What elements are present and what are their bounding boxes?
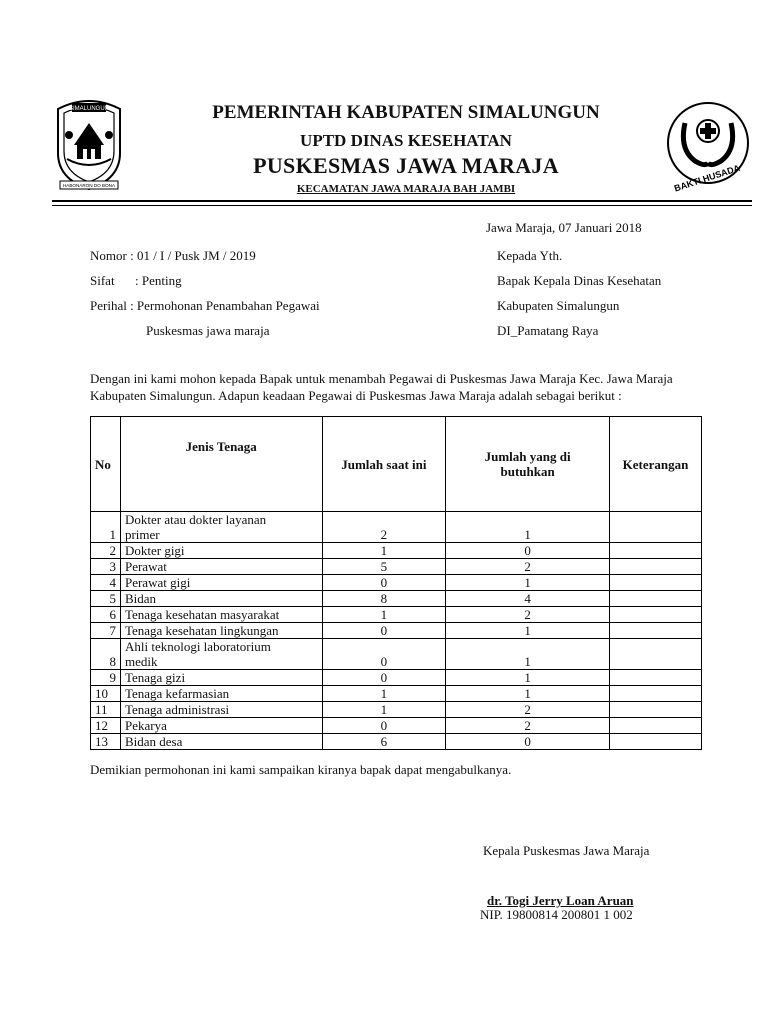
- cell-jumlah-butuh: 1: [446, 639, 610, 670]
- closing-text: Demikian permohonan ini kami sampaikan kiranya bapak dapat mengabulkanya.: [90, 762, 512, 777]
- cell-no: 10: [91, 686, 121, 702]
- cell-no: 2: [91, 543, 121, 559]
- cell-jenis: [120, 559, 322, 575]
- jenis-line-1: Tenaga kesehatan masyarakat: [124, 607, 280, 622]
- cell-no: 7: [91, 623, 121, 639]
- cell-jumlah-butuh: 0: [446, 734, 610, 750]
- header-jenis: Jenis Tenaga: [120, 417, 322, 512]
- jenis-line-1: Tenaga gizi: [124, 670, 186, 685]
- signatory-nip: NIP. 19800814 200801 1 002: [480, 907, 633, 922]
- cell-no: 9: [91, 670, 121, 686]
- nomor-line: Nomor : 01 / I / Pusk JM / 2019: [90, 248, 256, 263]
- table-row: [91, 591, 702, 607]
- table-row: [91, 575, 702, 591]
- letterhead-line-3: PUSKESMAS JAWA MARAJA: [253, 153, 559, 178]
- table-row: [91, 686, 702, 702]
- cell-jumlah-saat: 0: [322, 639, 446, 670]
- cell-keterangan: [610, 718, 702, 734]
- cell-jumlah-saat: 2: [322, 512, 446, 543]
- cell-jumlah-butuh: 2: [446, 559, 610, 575]
- sifat-value: : Penting: [135, 273, 182, 288]
- table-row: [91, 559, 702, 575]
- jenis-line-2: medik: [124, 654, 158, 669]
- cell-no: 12: [91, 718, 121, 734]
- cell-no: 3: [91, 559, 121, 575]
- cell-jumlah-butuh: 2: [446, 607, 610, 623]
- cell-jenis: [120, 543, 322, 559]
- cell-jumlah-butuh: 1: [446, 670, 610, 686]
- jenis-line-1: Tenaga administrasi: [124, 702, 230, 717]
- cell-keterangan: [610, 591, 702, 607]
- cell-no: 5: [91, 591, 121, 607]
- header-jumlah-saat: Jumlah saat ini: [322, 417, 446, 512]
- jenis-line-1: Pekarya: [124, 718, 167, 733]
- cell-no: 4: [91, 575, 121, 591]
- cell-jumlah-saat: 8: [322, 591, 446, 607]
- cell-jumlah-butuh: 1: [446, 512, 610, 543]
- cell-jumlah-butuh: 0: [446, 543, 610, 559]
- cell-jenis: [120, 575, 322, 591]
- jenis-line-1: Ahli teknologi laboratorium: [124, 639, 271, 654]
- jenis-line-1: Dokter atau dokter layanan: [124, 512, 267, 527]
- staff-table: [90, 416, 702, 750]
- cell-jumlah-saat: 0: [322, 718, 446, 734]
- cell-jumlah-saat: 1: [322, 686, 446, 702]
- cell-jumlah-saat: 1: [322, 543, 446, 559]
- table-row: [91, 702, 702, 718]
- letterhead-line-1: PEMERINTAH KABUPATEN SIMALUNGUN: [212, 102, 600, 123]
- signatory-name: dr. Togi Jerry Loan Aruan: [487, 893, 634, 908]
- cell-jumlah-butuh: 2: [446, 718, 610, 734]
- table-row: [91, 512, 702, 543]
- table-row: [91, 543, 702, 559]
- signatory-title: Kepala Puskesmas Jawa Maraja: [483, 843, 650, 858]
- logo-caption-text: BAKTI HUSADA: [672, 162, 742, 193]
- jenis-line-1: Tenaga kefarmasian: [124, 686, 230, 701]
- cell-jumlah-saat: 0: [322, 575, 446, 591]
- cell-no: 8: [91, 639, 121, 670]
- cell-keterangan: [610, 702, 702, 718]
- cell-no: 13: [91, 734, 121, 750]
- jenis-line-2: primer: [124, 527, 160, 542]
- cell-keterangan: [610, 734, 702, 750]
- table-row: [91, 670, 702, 686]
- cell-jumlah-saat: 0: [322, 670, 446, 686]
- perihal-continued: Puskesmas jawa maraja: [146, 323, 270, 338]
- header-rule-thin: [52, 205, 752, 206]
- cell-jenis: [120, 686, 322, 702]
- cell-keterangan: [610, 543, 702, 559]
- cell-jenis: [120, 512, 322, 543]
- cell-jumlah-butuh: 1: [446, 623, 610, 639]
- cell-jumlah-butuh: 1: [446, 686, 610, 702]
- cell-jenis: [120, 734, 322, 750]
- cell-keterangan: [610, 639, 702, 670]
- table-row: [91, 623, 702, 639]
- header-rule-thick: [52, 200, 752, 202]
- jenis-line-1: Dokter gigi: [124, 543, 185, 558]
- recipient-line-3: Kabupaten Simalungun: [497, 298, 620, 313]
- cell-jenis: [120, 670, 322, 686]
- intro-line-2: Kabupaten Simalungun. Adapun keadaan Pegawai di Puskesmas Jawa Maraja adalah sebagai berikut :: [90, 388, 622, 403]
- recipient-line-1: Kepada Yth.: [497, 248, 563, 263]
- cell-keterangan: [610, 575, 702, 591]
- cell-jumlah-butuh: 2: [446, 702, 610, 718]
- header-keterangan: Keterangan: [610, 417, 702, 512]
- sifat-label: Sifat: [90, 273, 115, 288]
- emblem-motto-text: HABONARON DO BONA: [62, 183, 116, 188]
- cell-keterangan: [610, 686, 702, 702]
- cell-keterangan: [610, 607, 702, 623]
- jenis-line-1: Perawat gigi: [124, 575, 191, 590]
- recipient-line-4: DI_Pamatang Raya: [497, 323, 599, 338]
- cell-jenis: [120, 623, 322, 639]
- cell-jenis: [120, 639, 322, 670]
- cell-jumlah-saat: 6: [322, 734, 446, 750]
- cell-jumlah-butuh: 1: [446, 575, 610, 591]
- place-date: Jawa Maraja, 07 Januari 2018: [486, 220, 642, 235]
- header-jumlah-butuh: Jumlah yang di butuhkan: [446, 417, 610, 512]
- cell-jumlah-butuh: 4: [446, 591, 610, 607]
- cell-jenis: [120, 702, 322, 718]
- cell-jumlah-saat: 0: [322, 623, 446, 639]
- jenis-line-1: Bidan desa: [124, 734, 183, 749]
- table-row: [91, 607, 702, 623]
- emblem-top-text: SIMALUNGUN: [68, 106, 110, 112]
- table-row: [91, 639, 702, 670]
- cell-keterangan: [610, 559, 702, 575]
- header-no: No: [91, 417, 121, 512]
- cell-jenis: [120, 607, 322, 623]
- intro-line-1: Dengan ini kami mohon kepada Bapak untuk menambah Pegawai di Puskesmas Jawa Maraja Kec. Jawa Maraja: [90, 371, 673, 386]
- table-header-row: [91, 417, 702, 512]
- perihal-line: Perihal : Permohonan Penambahan Pegawai: [90, 298, 320, 313]
- jenis-line-1: Perawat: [124, 559, 167, 574]
- table-row: [91, 734, 702, 750]
- cell-jumlah-saat: 1: [322, 702, 446, 718]
- cell-no: 1: [91, 512, 121, 543]
- cell-keterangan: [610, 670, 702, 686]
- letterhead-line-2: UPTD DINAS KESEHATAN: [300, 131, 512, 150]
- cell-keterangan: [610, 512, 702, 543]
- cell-no: 6: [91, 607, 121, 623]
- cell-jenis: [120, 591, 322, 607]
- recipient-line-2: Bapak Kepala Dinas Kesehatan: [497, 273, 662, 288]
- cell-jumlah-saat: 5: [322, 559, 446, 575]
- jenis-line-1: Tenaga kesehatan lingkungan: [124, 623, 279, 638]
- cell-jumlah-saat: 1: [322, 607, 446, 623]
- jenis-line-1: Bidan: [124, 591, 157, 606]
- table-row: [91, 718, 702, 734]
- letterhead-line-4: KECAMATAN JAWA MARAJA BAH JAMBI: [296, 183, 516, 195]
- cell-no: 11: [91, 702, 121, 718]
- cell-keterangan: [610, 623, 702, 639]
- cell-jenis: [120, 718, 322, 734]
